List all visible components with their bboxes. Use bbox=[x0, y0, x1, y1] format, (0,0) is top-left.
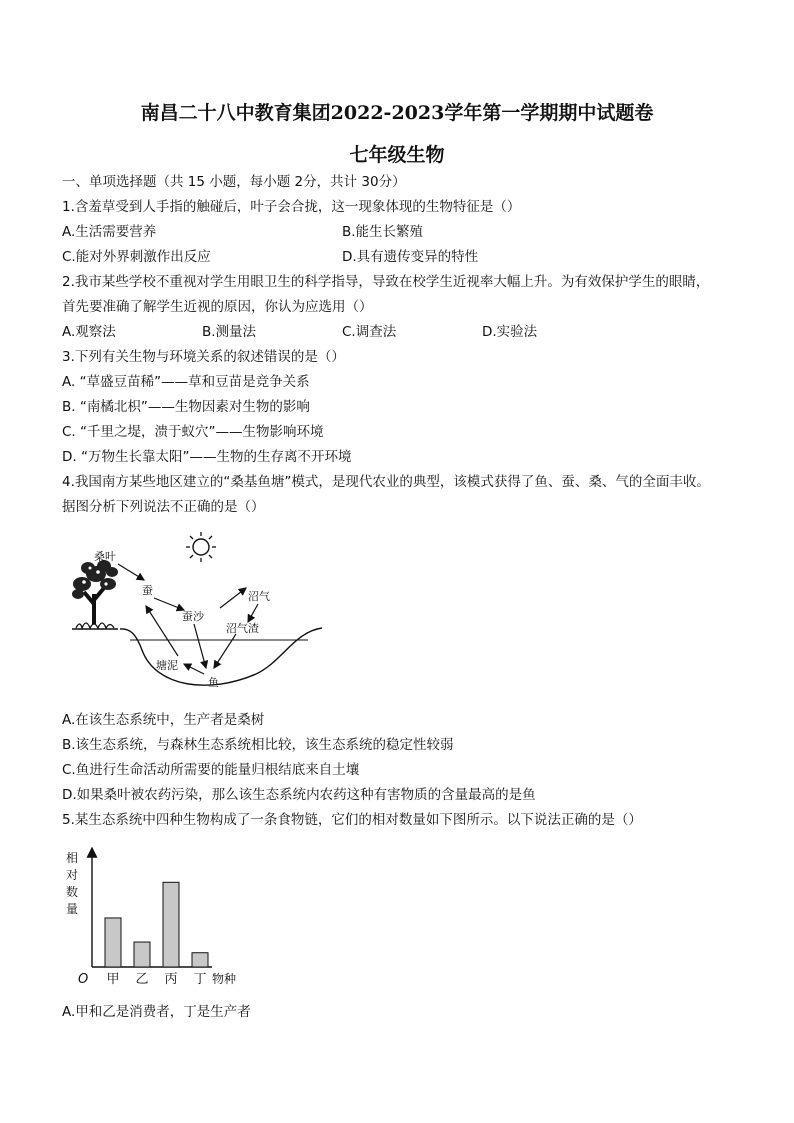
q3-option-a: A. “草盛豆苗稀”——草和豆苗是竞争关系 bbox=[62, 374, 310, 390]
label-zhaoqizha: 沼气渣 bbox=[226, 622, 259, 635]
q4-option-b: B.该生态系统，与森林生态系统相比较，该生态系统的稳定性较弱 bbox=[62, 737, 454, 753]
bar-1 bbox=[134, 942, 150, 967]
label-cansha: 蚕沙 bbox=[182, 610, 204, 623]
label-sangye: 桑叶 bbox=[94, 550, 116, 563]
y-label-char-0: 相 bbox=[65, 851, 79, 865]
q5-option-a: A.甲和乙是消费者，丁是生产者 bbox=[62, 1004, 251, 1020]
bar-0 bbox=[105, 918, 121, 967]
mulberry-tree-icon bbox=[72, 560, 118, 629]
x-tick-label-1: 乙 bbox=[135, 972, 149, 987]
q3-stem: 3.下列有关生物与环境关系的叙述错误的是（） bbox=[62, 349, 345, 365]
y-label-char-2: 数 bbox=[65, 885, 79, 899]
x-axis-label: 物种 bbox=[212, 972, 237, 986]
q2-stem-line1: 2.我市某些学校不重视对学生用眼卫生的科学指导，导致在校学生近视率大幅上升。为有效保护学生的眼睛， bbox=[62, 274, 710, 290]
bar-3 bbox=[192, 953, 208, 967]
q5-stem: 5.某生态系统中四种生物构成了一条食物链，它们的相对数量如下图所示。以下说法正确的是（） bbox=[62, 812, 642, 828]
exam-title: 南昌二十八中教育集团2022-2023学年第一学期期中试题卷 bbox=[140, 102, 654, 124]
q3-option-c: C. “千里之堤，溃于蚁穴”——生物影响环境 bbox=[62, 424, 324, 440]
q2-option-b: B.测量法 bbox=[202, 324, 257, 340]
q1-option-d: D.具有遗传变异的特性 bbox=[342, 249, 479, 265]
label-zhaoqi: 沼气 bbox=[248, 590, 270, 603]
q2-option-a: A.观察法 bbox=[62, 324, 116, 340]
exam-subtitle: 七年级生物 bbox=[349, 144, 445, 166]
relative-quantity-bar-chart bbox=[62, 840, 252, 990]
q4-option-a: A.在该生态系统中，生产者是桑树 bbox=[62, 712, 265, 728]
q4-stem-line1: 4.我国南方某些地区建立的“桑基鱼塘”模式，是现代农业的典型，该模式获得了鱼、蚕、桑、气的全面丰收。 bbox=[62, 474, 710, 490]
q2-stem-line2: 首先要准确了解学生近视的原因，你认为应选用（） bbox=[62, 299, 373, 315]
q4-option-c: C.鱼进行生命活动所需要的能量归根结底来自土壤 bbox=[62, 762, 360, 778]
q2-option-c: C.调查法 bbox=[342, 324, 397, 340]
origin-label: O bbox=[78, 972, 89, 987]
x-tick-label-2: 丙 bbox=[164, 972, 178, 987]
x-tick-label-0: 甲 bbox=[106, 972, 120, 987]
y-axis-label bbox=[66, 850, 78, 916]
q1-option-c: C.能对外界刺激作出反应 bbox=[62, 249, 211, 265]
x-tick-label-3: 丁 bbox=[193, 972, 207, 987]
q4-option-d: D.如果桑叶被农药污染，那么该生态系统内农药这种有害物质的含量最高的是鱼 bbox=[62, 787, 536, 803]
y-label-char-3: 量 bbox=[65, 902, 79, 916]
label-tangni: 塘泥 bbox=[156, 659, 178, 672]
sangji-yutang-diagram bbox=[60, 528, 330, 700]
label-can: 蚕 bbox=[142, 584, 153, 597]
q1-option-a: A.生活需要营养 bbox=[62, 224, 157, 240]
label-yu: 鱼 bbox=[208, 676, 219, 689]
q4-stem-line2: 据图分析下列说法不正确的是（） bbox=[62, 499, 265, 515]
q2-option-d: D.实验法 bbox=[482, 324, 538, 340]
sun-icon bbox=[186, 532, 216, 562]
section-heading: 一、单项选择题（共 15 小题，每小题 2分，共计 30分） bbox=[62, 174, 406, 190]
y-label-char-1: 对 bbox=[65, 868, 79, 882]
q3-option-d: D. “万物生长靠太阳”——生物的生存离不开环境 bbox=[62, 449, 352, 465]
bar-2 bbox=[163, 882, 179, 967]
q1-option-b: B.能生长繁殖 bbox=[342, 224, 424, 240]
q3-option-b: B. “南橘北枳”——生物因素对生物的影响 bbox=[62, 399, 310, 415]
q1-stem: 1.含羞草受到人手指的触碰后，叶子会合拢，这一现象体现的生物特征是（） bbox=[62, 199, 521, 215]
